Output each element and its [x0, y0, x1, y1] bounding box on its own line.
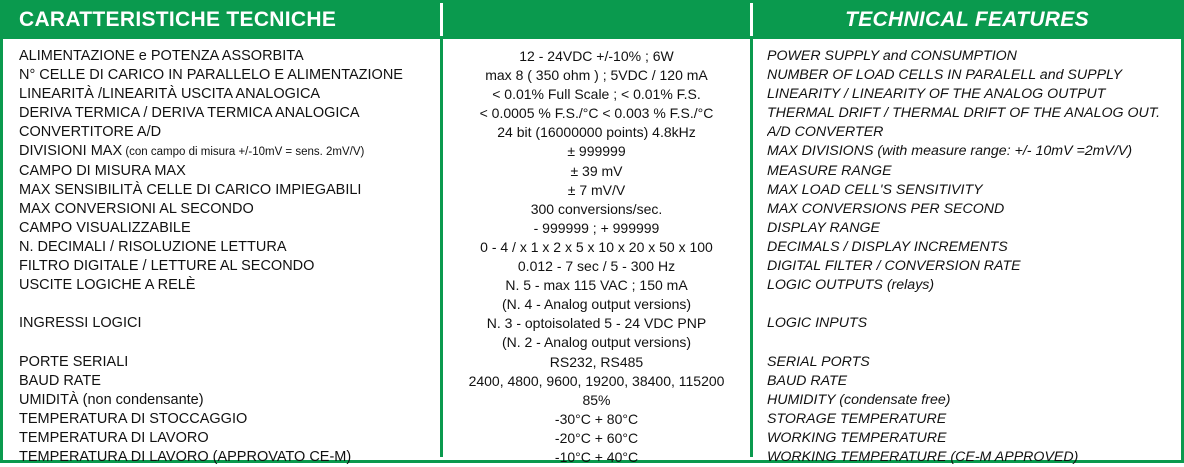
spec-label-en: POWER SUPPLY and CONSUMPTION: [767, 48, 1017, 64]
spec-value: < 0.01% Full Scale ; < 0.01% F.S.: [492, 86, 701, 103]
spec-label-it: CAMPO DI MISURA MAX: [19, 162, 186, 179]
spec-value: 12 - 24VDC +/-10% ; 6W: [519, 48, 674, 64]
spec-label-it: N. DECIMALI / RISOLUZIONE LETTURA: [19, 238, 287, 255]
spec-label-it: INGRESSI LOGICI: [19, 315, 142, 332]
spec-label-en: WORKING TEMPERATURE: [767, 429, 947, 446]
spec-value: -20°C + 60°C: [554, 429, 639, 446]
spec-label-it: DIVISIONI MAX (con campo di misura +/-10mV = sens. 2mV/V): [19, 143, 365, 160]
spec-label-en: DIGITAL FILTER / CONVERSION RATE: [767, 258, 1021, 275]
spec-label-en: DECIMALS / DISPLAY INCREMENTS: [767, 238, 1008, 255]
spec-value: 2400, 4800, 9600, 19200, 38400, 115200: [468, 372, 725, 389]
spec-label-en: MAX DIVISIONS (with measure range: +/- 10mV =2mV/V): [767, 143, 1133, 160]
spec-label-en: HUMIDITY (condensate free): [767, 391, 951, 408]
spec-label-it: BAUD RATE: [19, 372, 101, 389]
spec-value: ± 7 mV/V: [567, 181, 626, 198]
spec-label-en: STORAGE TEMPERATURE: [767, 410, 947, 427]
table-body: [3, 39, 1181, 465]
header-title-italian: CARATTERISTICHE TECNICHE: [3, 3, 443, 36]
spec-value: - 999999 ; + 999999: [533, 219, 660, 236]
spec-label-en: THERMAL DRIFT / THERMAL DRIFT OF THE ANALOG OUT.: [767, 105, 1161, 122]
spec-label-it: MAX SENSIBILITÀ CELLE DI CARICO IMPIEGABILI: [19, 181, 362, 198]
spec-label-en: SERIAL PORTS: [767, 353, 870, 370]
spec-label-it: PORTE SERIALI: [19, 353, 129, 370]
header-title-english: TECHNICAL FEATURES: [753, 3, 1181, 36]
spec-label-it: TEMPERATURA DI LAVORO (APPROVATO CE-M): [19, 448, 352, 465]
spec-value: N. 5 - max 115 VAC ; 150 mA: [505, 277, 688, 294]
spec-label-it: LINEARITÀ /LINEARITÀ USCITA ANALOGICA: [19, 86, 321, 103]
spec-label-it: USCITE LOGICHE A RELÈ: [19, 277, 196, 294]
spec-label-it: TEMPERATURA DI LAVORO: [19, 429, 209, 446]
spacer-line: [19, 295, 434, 314]
spec-label-it: FILTRO DIGITALE / LETTURE AL SECONDO: [19, 258, 315, 275]
spec-label-en: DISPLAY RANGE: [767, 219, 881, 236]
spec-value: (N. 2 - Analog output versions): [501, 334, 692, 351]
table-header-row: [3, 3, 1181, 39]
spec-label-it: MAX CONVERSIONI AL SECONDO: [19, 200, 254, 217]
spec-label-it: UMIDITÀ (non condensante): [19, 391, 204, 408]
spec-label-en: BAUD RATE: [767, 372, 848, 389]
spec-value: ± 39 mV: [570, 162, 623, 179]
spec-label-it: CAMPO VISUALIZZABILE: [19, 219, 191, 236]
spec-label-it: TEMPERATURA DI STOCCAGGIO: [19, 410, 248, 427]
spec-value: max 8 ( 350 ohm ) ; 5VDC / 120 mA: [485, 67, 708, 84]
spacer-line: [767, 333, 1175, 352]
spec-label-it: CONVERTITORE A/D: [19, 124, 162, 141]
spec-value: 0.012 - 7 sec / 5 - 300 Hz: [517, 258, 676, 275]
spacer-line: [19, 333, 434, 352]
spec-label-en: A/D CONVERTER: [767, 124, 884, 141]
spacer-line: [767, 295, 1175, 314]
column-italian-labels: [3, 39, 443, 465]
header-values-spacer: [443, 3, 753, 36]
spec-label-it: ALIMENTAZIONE e POTENZA ASSORBITA: [19, 48, 304, 64]
spec-label-en: LINEARITY / LINEARITY OF THE ANALOG OUTPUT: [767, 86, 1106, 103]
spec-value: 85%: [582, 391, 611, 408]
spec-label-en: MEASURE RANGE: [767, 162, 892, 179]
spec-label-it: DERIVA TERMICA / DERIVA TERMICA ANALOGICA: [19, 105, 360, 122]
spec-label-en: WORKING TEMPERATURE (CE-M APPROVED): [767, 448, 1079, 465]
spec-value: 300 conversions/sec.: [530, 200, 663, 217]
spec-value: (N. 4 - Analog output versions): [501, 296, 692, 313]
spec-value: < 0.0005 % F.S./°C < 0.003 % F.S./°C: [479, 105, 714, 122]
spec-label-en: LOGIC INPUTS: [767, 315, 868, 332]
spec-value: 24 bit (16000000 points) 4.8kHz: [497, 124, 696, 141]
spec-value: RS232, RS485: [549, 353, 644, 370]
spec-label-en: MAX CONVERSIONS PER SECOND: [767, 200, 1005, 217]
spec-label-en: LOGIC OUTPUTS (relays): [767, 277, 935, 294]
column-english-labels: [753, 39, 1181, 465]
spec-value: -10°C + 40°C: [554, 448, 639, 465]
spec-value: 0 - 4 / x 1 x 2 x 5 x 10 x 20 x 50 x 100: [480, 238, 713, 255]
column-values: [443, 39, 753, 465]
spec-label-it: N° CELLE DI CARICO IN PARALLELO E ALIMENTAZIONE: [19, 67, 403, 84]
spec-label-en: NUMBER OF LOAD CELLS IN PARALELL and SUPPLY: [767, 67, 1123, 84]
spec-value: N. 3 - optoisolated 5 - 24 VDC PNP: [486, 315, 707, 332]
spec-value: ± 999999: [567, 143, 626, 160]
spec-label-en: MAX LOAD CELL'S SENSITIVITY: [767, 181, 983, 198]
spec-value: -30°C + 80°C: [554, 410, 639, 427]
